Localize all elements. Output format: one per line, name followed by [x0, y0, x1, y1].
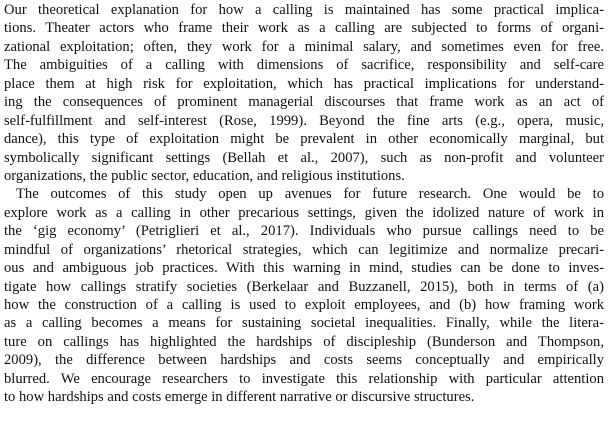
text-line: as a calling becomes a means for sustaining societal inequalities. Finally, while the litera-: [4, 315, 604, 332]
text-line: explore work as a calling in other precarious settings, given the idolized nature of work in: [4, 204, 604, 221]
text-line: mindful of organizations’ rhetorical strategies, which can legitimize and normalize precari-: [4, 241, 604, 258]
text-line: ture on callings has highlighted the hardships of discipleship (Bunderson and Thompson,: [4, 333, 604, 350]
text-line: organizations, the public sector, education, and religious institutions.: [4, 167, 405, 184]
text-line: The outcomes of this study open up avenues for future research. One would be to: [16, 186, 604, 203]
text-line: symbolically significant settings (Bellah et al., 2007), such as non-profit and volunteer: [4, 149, 604, 166]
text-line: zational exploitation; often, they work for a minimal salary, and sometimes even for free.: [4, 38, 604, 55]
text-line: tions. Theater actors who frame their work as a calling are subjected to forms of organi-: [4, 20, 604, 37]
paper-page: [4, 1, 604, 407]
text-line: tigate how callings stratify societies (Berkelaar and Buzzanell, 2015), both in terms of (a): [4, 278, 604, 295]
text-line: how the construction of a calling is used to exploit employees, and (b) how framing work: [4, 297, 604, 313]
text-line: dance), this type of exploitation might be prevalent in other economically marginal, but: [4, 131, 604, 148]
text-line: ous and ambiguous job practices. With this warning in mind, studies can be done to inves-: [4, 260, 604, 277]
text-line: The ambiguities of a calling with dimensions of sacrifice, responsibility and self-care: [4, 57, 604, 74]
text-line: Our theoretical explanation for how a calling is maintained has some practical implica-: [4, 2, 604, 18]
text-line: blurred. We encourage researchers to investigate this relationship with particular attention: [4, 370, 604, 387]
text-line: ing the consequences of prominent managerial discourses that frame work as an act of: [4, 94, 604, 111]
text-line: 2009), the difference between hardships and costs seems conceptually and empirically: [4, 352, 604, 369]
text-line: place them at high risk for exploitation, which has practical implications for understand-: [4, 75, 604, 92]
paragraph-future-research: [4, 185, 604, 406]
text-line: to how hardships and costs emerge in different narrative or discursive structures.: [4, 389, 475, 406]
text-line: the ‘gig economy’ (Petriglieri et al., 2017). Individuals who pursue callings need to be: [4, 223, 604, 240]
paragraph-practical-implications: [4, 1, 604, 185]
text-line: self-fulfillment and self-interest (Rose, 1999). Beyond the fine arts (e.g., opera, music,: [4, 112, 604, 129]
